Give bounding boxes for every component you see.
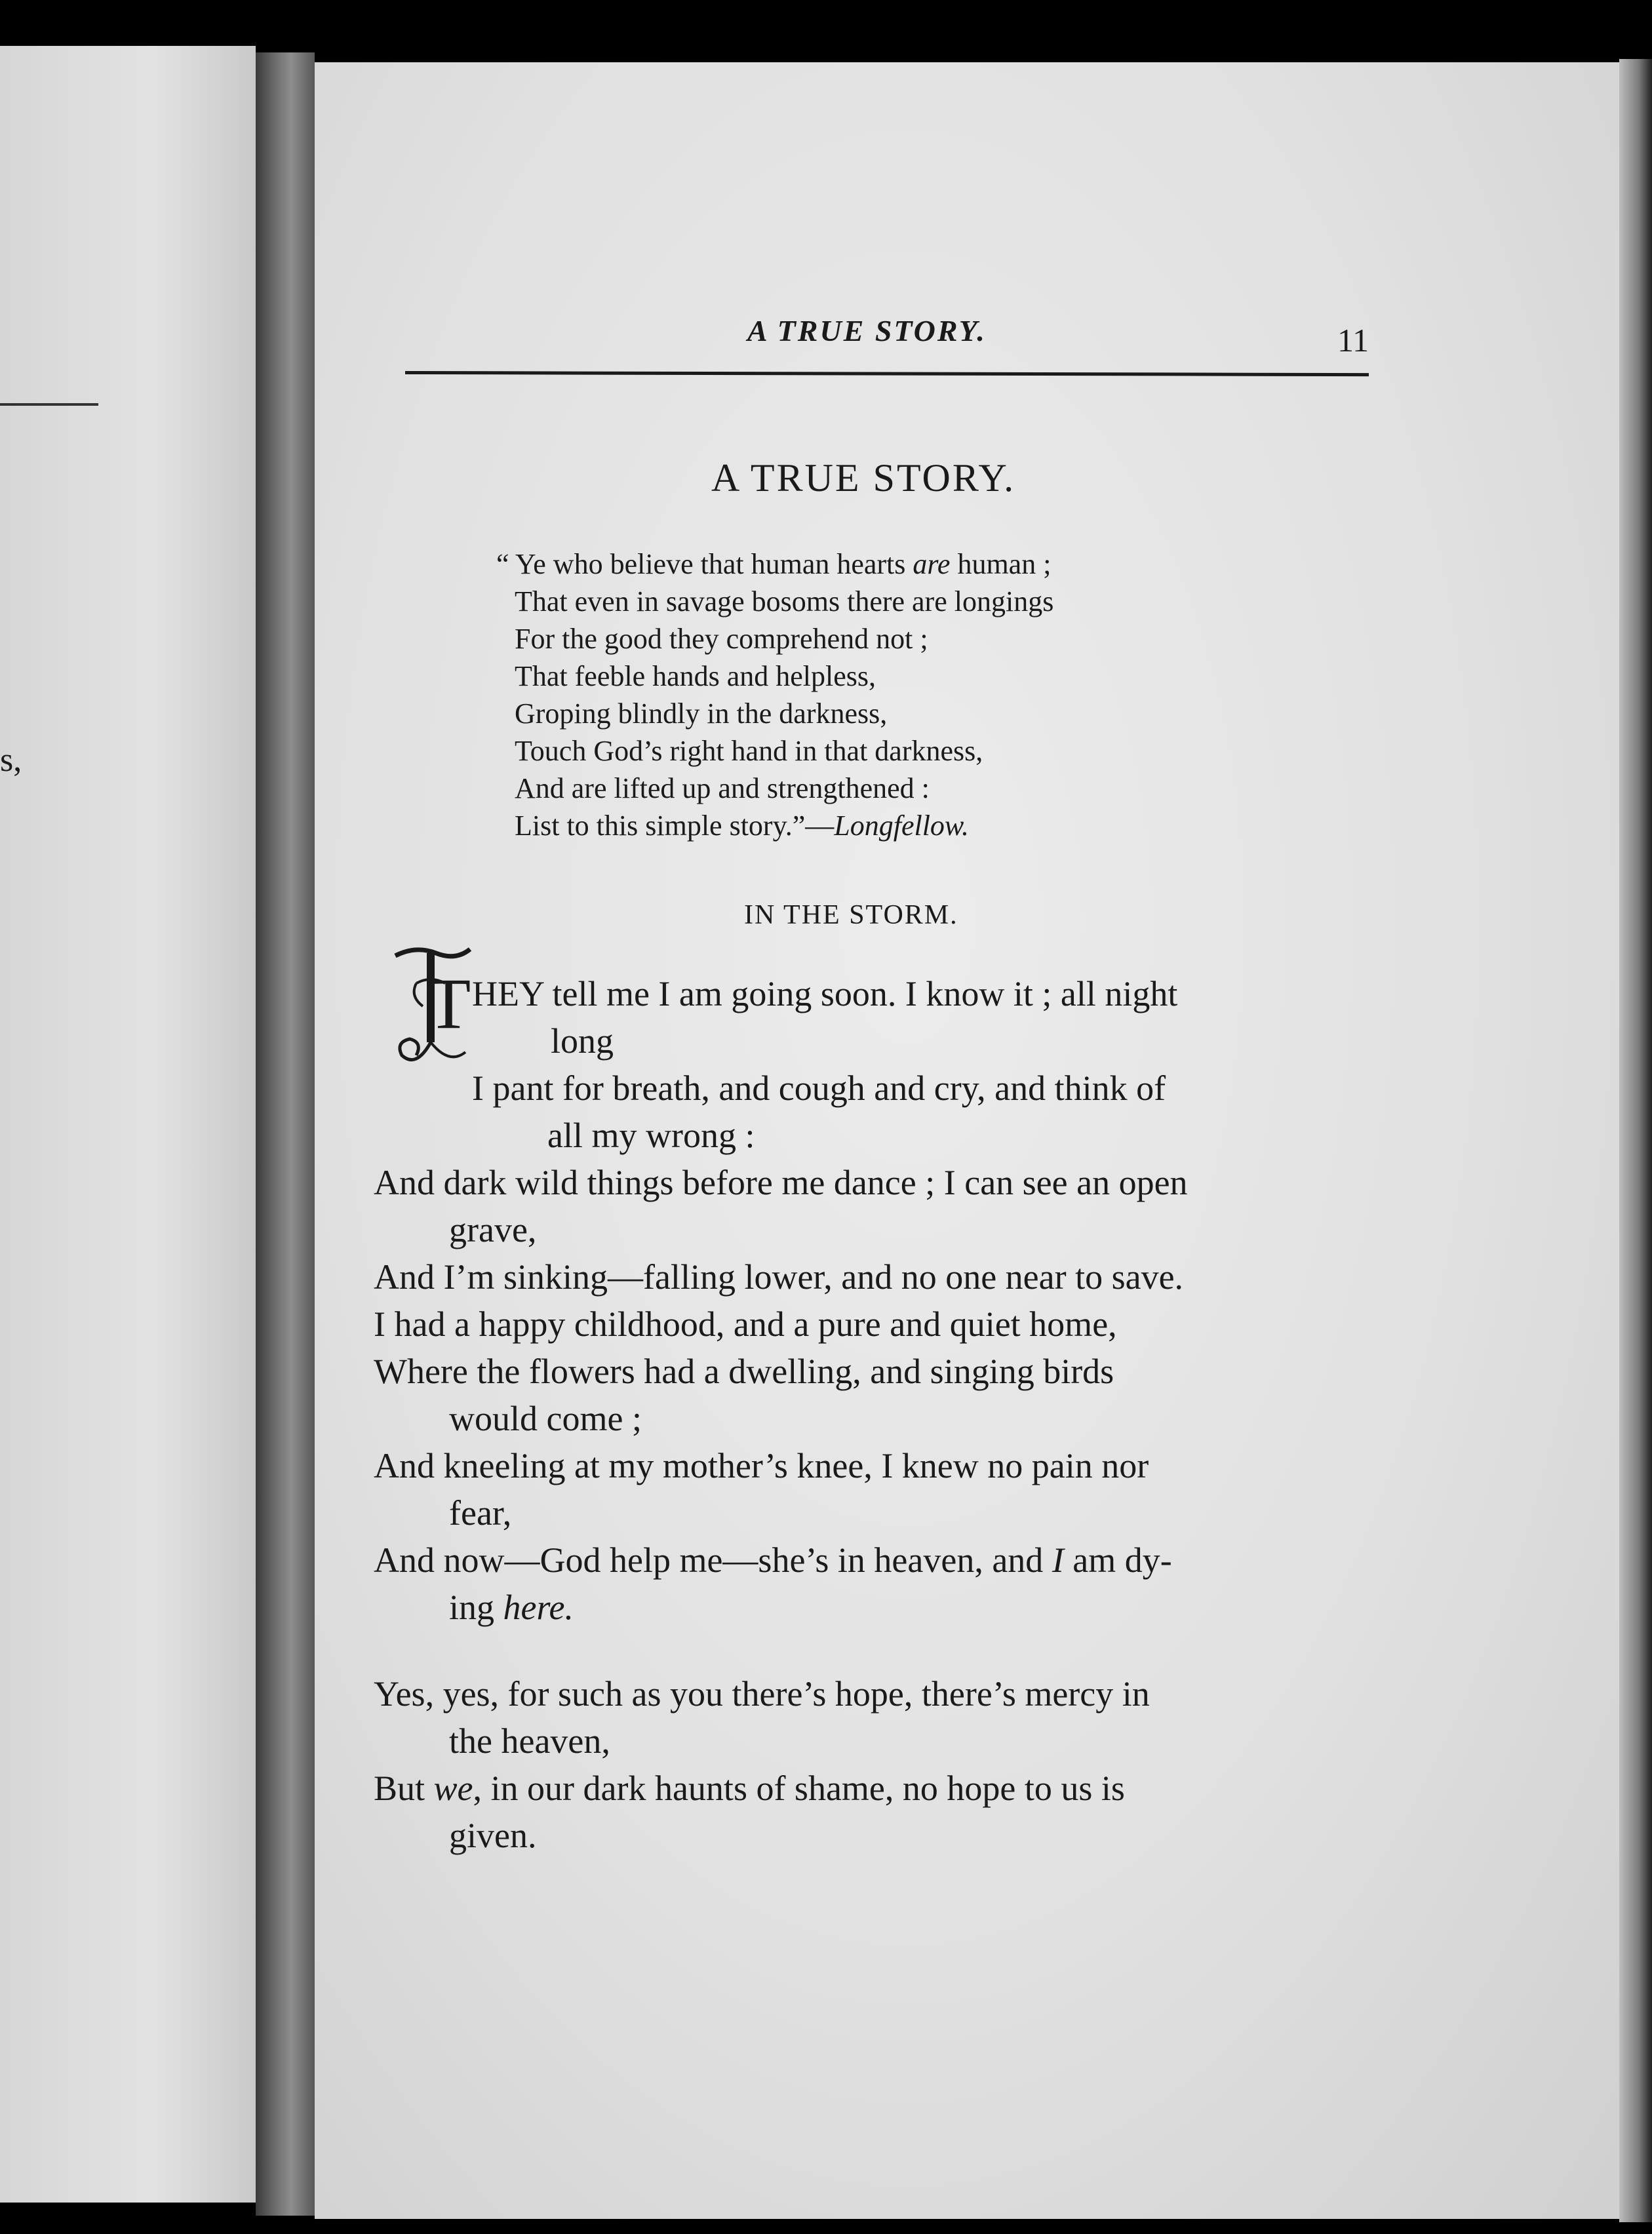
poem-body (374, 970, 1370, 1859)
poem-line: would come ; (449, 1399, 642, 1438)
epigraph-line: List to this simple story.”—Longfellow. (515, 810, 970, 842)
epigraph-line: And are lifted up and strengthened : (515, 772, 930, 804)
epigraph-line: Touch God’s right hand in that darkness, (515, 735, 983, 767)
poem-line: given. (449, 1816, 537, 1855)
poem-line: But we, in our dark haunts of shame, no hope to us is (374, 1769, 1125, 1808)
svg-text:T: T (427, 964, 471, 1044)
stanza-break (374, 1631, 1370, 1670)
poem-line: grave, (449, 1210, 537, 1249)
poem-line: HEY tell me I am going soon. I know it ; all night (472, 974, 1178, 1013)
poem-line: I had a happy childhood, and a pure and quiet home, (374, 1304, 1117, 1344)
left-page (0, 46, 256, 2203)
epigraph-line: “ Ye who believe that human hearts are human ; (496, 548, 1052, 580)
epigraph-line: That even in savage bosoms there are longings (515, 585, 1054, 617)
poem-line: all my wrong : (547, 1116, 755, 1155)
poem-line: I pant for breath, and cough and cry, and think of (472, 1068, 1166, 1108)
left-page-rule (0, 403, 98, 406)
poem-line: And kneeling at my mother’s knee, I knew no pain nor (374, 1446, 1149, 1485)
poem-line: the heaven, (449, 1721, 610, 1761)
poem-line: fear, (449, 1493, 512, 1533)
epigraph-attribution: Longfellow. (834, 810, 970, 842)
poem-line: Yes, yes, for such as you there’s hope, there’s mercy in (374, 1674, 1150, 1714)
epigraph-line: For the good they comprehend not ; (515, 623, 928, 655)
page-title: A TRUE STORY. (711, 456, 1016, 500)
poem-line: long (551, 1021, 614, 1061)
emphasis: I (1052, 1540, 1064, 1580)
epigraph (496, 545, 1301, 844)
page-number: 11 (1337, 322, 1369, 359)
book-gutter (256, 52, 315, 2216)
poem-line: And now—God help me—she’s in heaven, and I am dy- (374, 1540, 1172, 1580)
emphasis: here. (503, 1588, 574, 1627)
poem-line: Where the flowers had a dwelling, and singing birds (374, 1352, 1114, 1391)
poem-line: ing here. (449, 1588, 574, 1627)
epigraph-line: That feeble hands and helpless, (515, 660, 876, 692)
right-page-edge (1619, 59, 1652, 2222)
emphasis: are (913, 548, 951, 580)
emphasis: we (433, 1769, 473, 1808)
section-heading: IN THE STORM. (744, 900, 958, 930)
running-header: A TRUE STORY. (747, 314, 987, 347)
poem-line: And dark wild things before me dance ; I can see an open (374, 1163, 1188, 1202)
poem-line: And I’m sinking—falling lower, and no one near to save. (374, 1257, 1184, 1297)
left-page-text-fragment: s, (0, 741, 22, 779)
epigraph-line: Groping blindly in the darkness, (515, 697, 888, 730)
